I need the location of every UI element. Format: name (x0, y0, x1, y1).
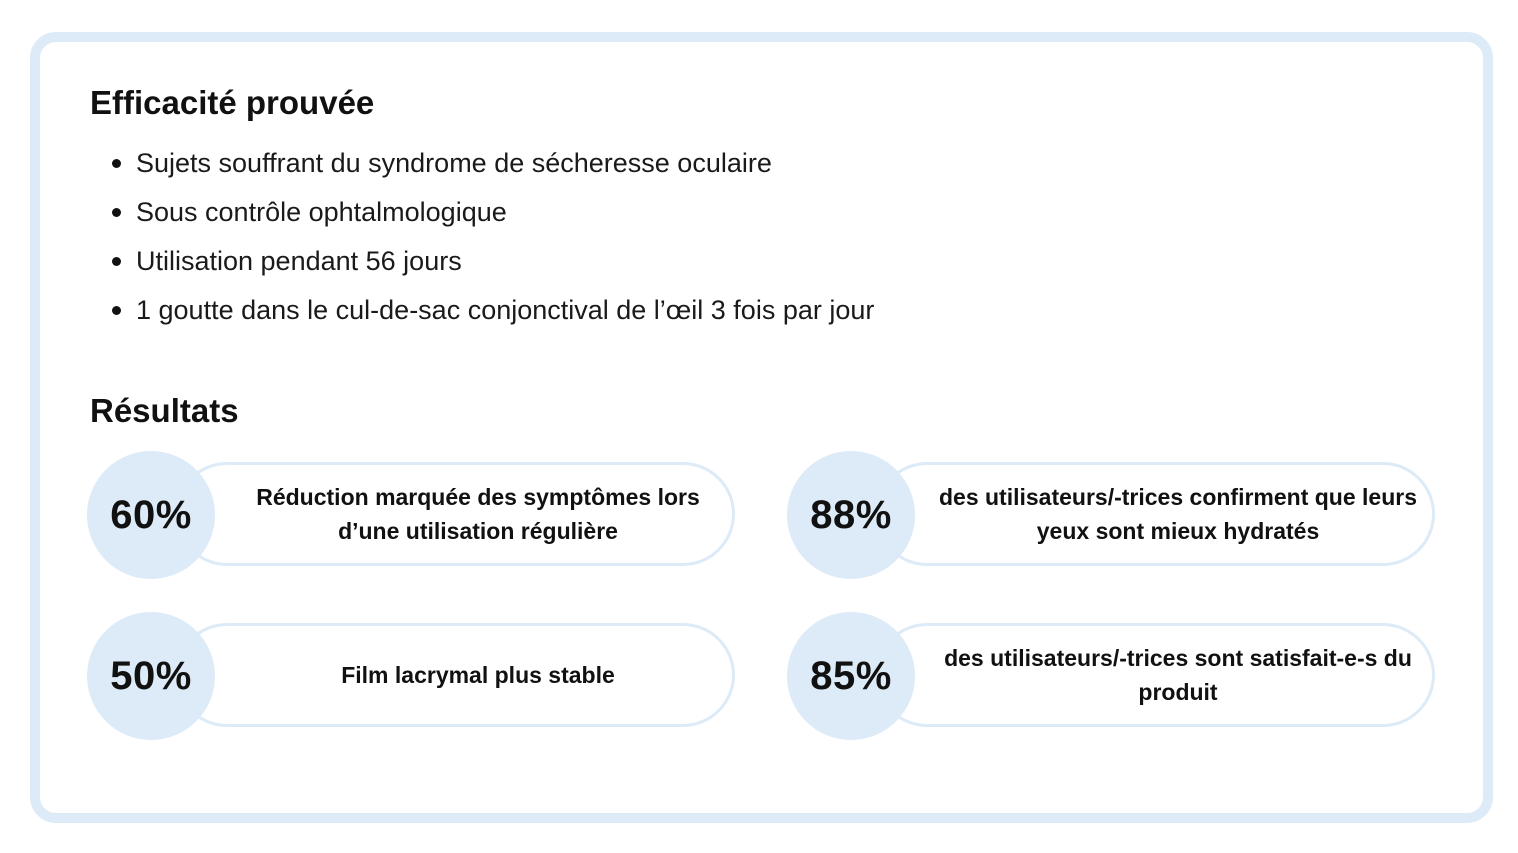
bullet-item: Sujets souffrant du syndrome de sécheresse oculaire (108, 139, 874, 188)
results-title: Résultats (90, 392, 239, 429)
stat-percent: 88% (810, 492, 892, 537)
stat-description: Réduction marquée des symptômes lors d’une utilisation régulière (256, 484, 700, 544)
stat-card-88 (787, 451, 1439, 581)
stat-description-pill (175, 462, 735, 566)
stat-card-50 (87, 612, 739, 742)
stat-card-85 (787, 612, 1439, 742)
stat-percent-circle (87, 612, 215, 740)
stat-description: des utilisateurs/-trices sont satisfait-e-s du produit (944, 645, 1412, 705)
efficacy-title: Efficacité prouvée (90, 84, 375, 121)
stat-description-pill (175, 623, 735, 727)
stat-percent: 50% (110, 653, 192, 698)
stat-description-pill (875, 623, 1435, 727)
efficacy-bullet-list (108, 139, 874, 335)
bullet-item: Sous contrôle ophtalmologique (108, 188, 874, 237)
bullet-item: Utilisation pendant 56 jours (108, 237, 874, 286)
stat-percent: 60% (110, 492, 192, 537)
bullet-item: 1 goutte dans le cul-de-sac conjonctival de l’œil 3 fois par jour (108, 286, 874, 335)
stat-description: des utilisateurs/-trices confirment que leurs yeux sont mieux hydratés (938, 484, 1418, 544)
stat-percent-circle (787, 612, 915, 740)
stat-percent: 85% (810, 653, 892, 698)
stat-card-60 (87, 451, 739, 581)
stat-percent-circle (787, 451, 915, 579)
stat-percent-circle (87, 451, 215, 579)
stat-description: Film lacrymal plus stable (341, 662, 615, 688)
stat-description-pill (875, 462, 1435, 566)
